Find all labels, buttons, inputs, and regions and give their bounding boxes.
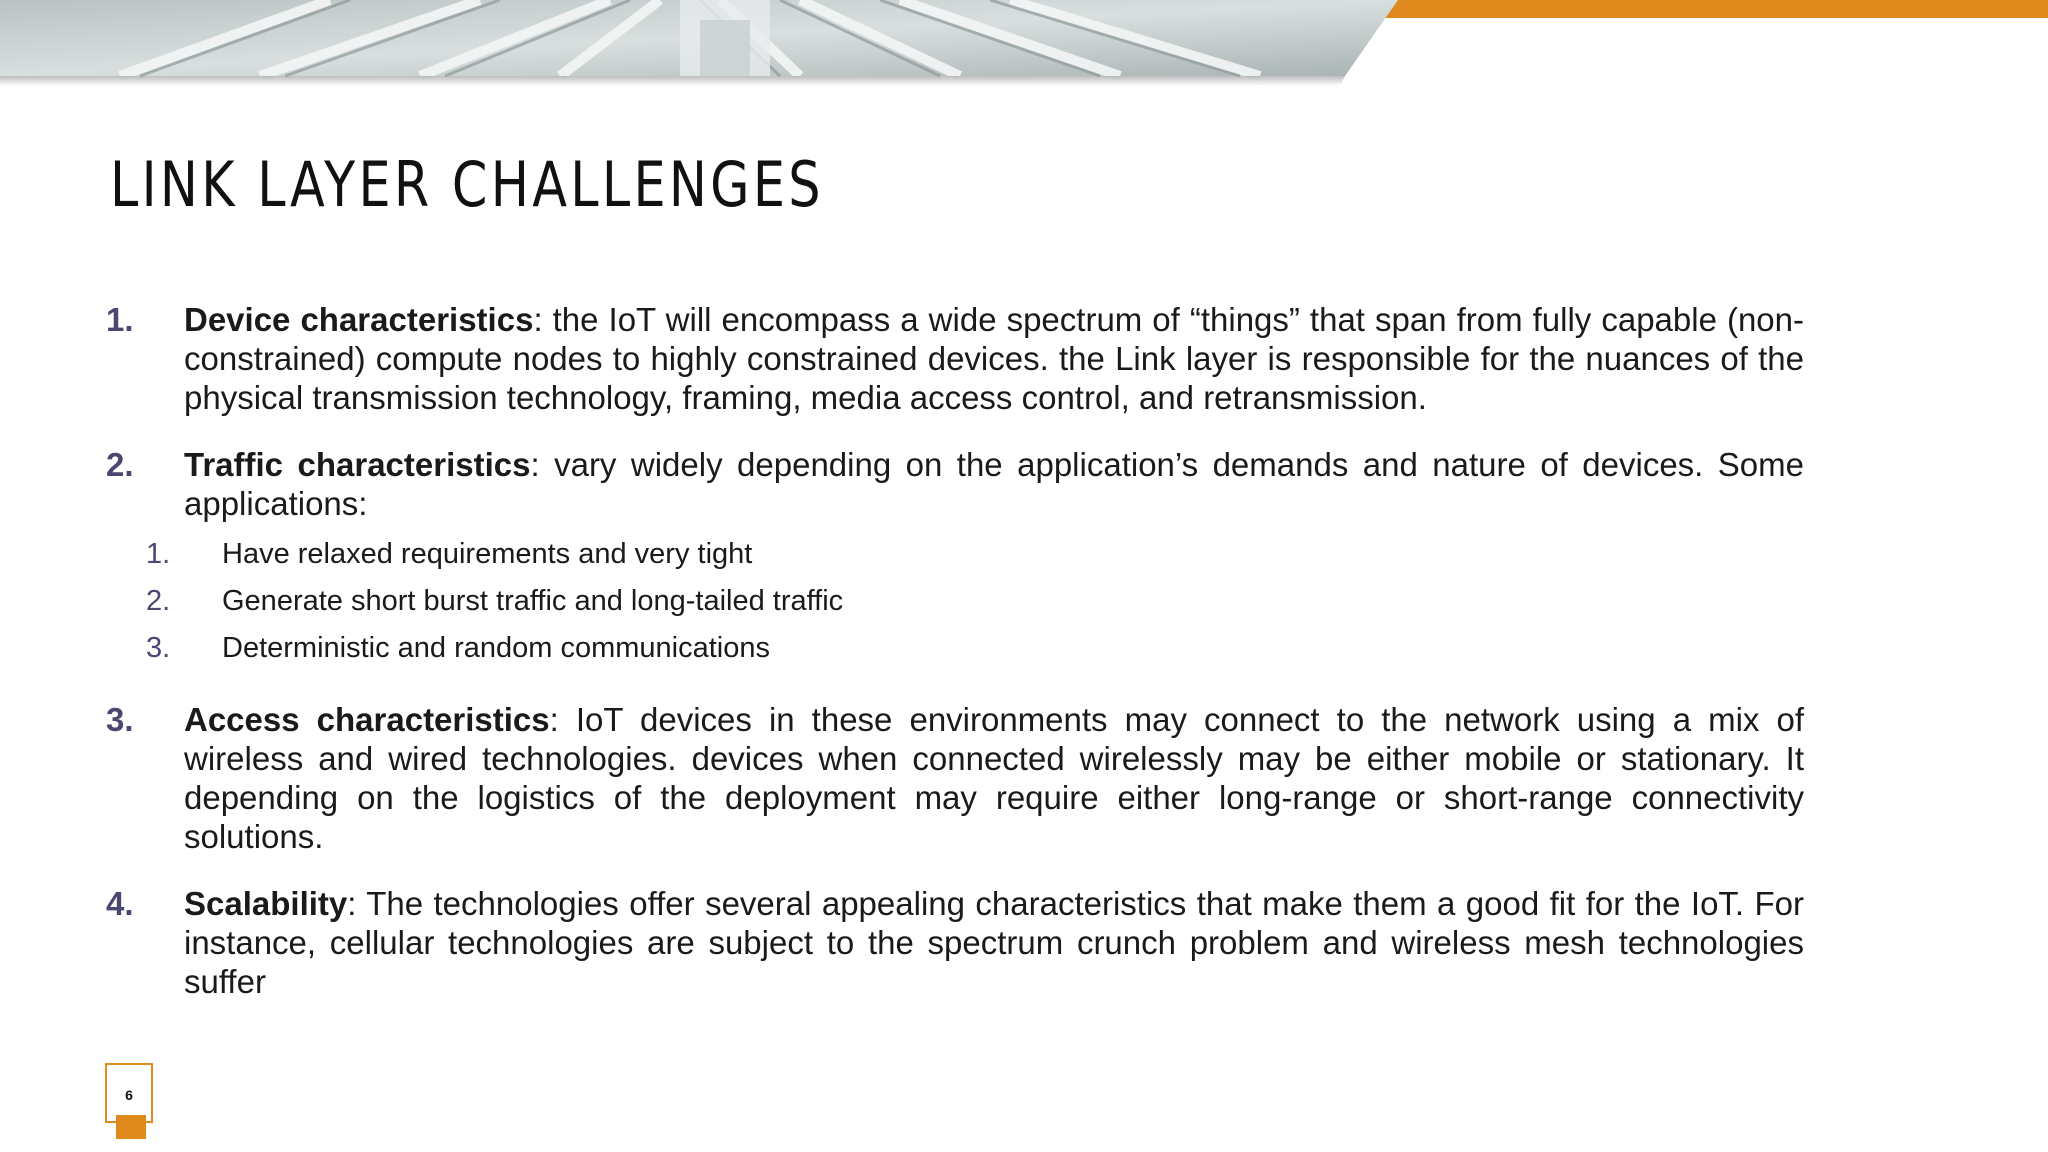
list-item-number: 3. <box>106 701 134 738</box>
slide-number-box <box>105 1063 153 1123</box>
sub-list-item-number: 2. <box>146 585 171 617</box>
list-item-term: Access characteristics <box>184 701 550 738</box>
list-item-body <box>146 445 1804 672</box>
sub-list-item <box>146 531 1804 578</box>
list-item-term: Device characteristics <box>184 301 534 338</box>
list-item-text: : IoT devices in these environments may connect to the network using a mix of wireless and wired technologies. devices when connected wirelessly may be either mobile or stationary. It depending on the logistics of the deployment may require either long-range or short-range connectivity solutions. <box>184 701 1804 855</box>
list-item <box>106 884 1804 1001</box>
sub-list-item <box>146 625 1804 672</box>
list-item-number: 1. <box>106 301 134 338</box>
list-item-number: 2. <box>106 446 134 483</box>
list-item <box>106 300 1804 417</box>
list-item-text: : The technologies offer several appealing characteristics that make them a good fit for the IoT. For instance, cellular technologies are subject to the spectrum crunch problem and wireless mesh technologies suffer <box>184 885 1804 1000</box>
sub-list-item-number: 3. <box>146 632 171 664</box>
sub-list-item-number: 1. <box>146 538 171 570</box>
sub-list-item-text: Have relaxed requirements and very tight <box>222 538 753 570</box>
sub-list-item-text: Deterministic and random communications <box>222 632 770 664</box>
slide-number-accent <box>116 1115 146 1139</box>
sub-list-item <box>146 578 1804 625</box>
list-item <box>106 700 1804 856</box>
list-item-body <box>184 300 1804 417</box>
list-item-body <box>184 884 1804 1001</box>
header-banner-image <box>0 0 2048 90</box>
slide-title: LINK LAYER CHALLENGES <box>110 148 824 221</box>
sub-list-item-text: Generate short burst traffic and long-tailed traffic <box>222 585 844 617</box>
list-item-text: : vary widely depending on the application’s demands and nature of devices. Some applications: <box>184 446 1804 522</box>
list-item-number: 4. <box>106 885 134 922</box>
orange-accent-bar <box>1380 0 2048 18</box>
sub-list <box>146 531 1804 672</box>
list-item-term: Traffic characteristics <box>184 446 531 483</box>
list-item-body <box>184 700 1804 856</box>
list-item-term: Scalability <box>184 885 348 922</box>
challenge-list <box>106 300 1804 1029</box>
slide-number: 6 <box>125 1087 133 1103</box>
list-item <box>106 445 1804 672</box>
list-item-text: : the IoT will encompass a wide spectrum of “things” that span from fully capable (non-constrained) compute nodes to highly constrained devices. the Link layer is responsible for the nuances of the physical transmission technology, framing, media access control, and retransmission. <box>184 301 1804 416</box>
